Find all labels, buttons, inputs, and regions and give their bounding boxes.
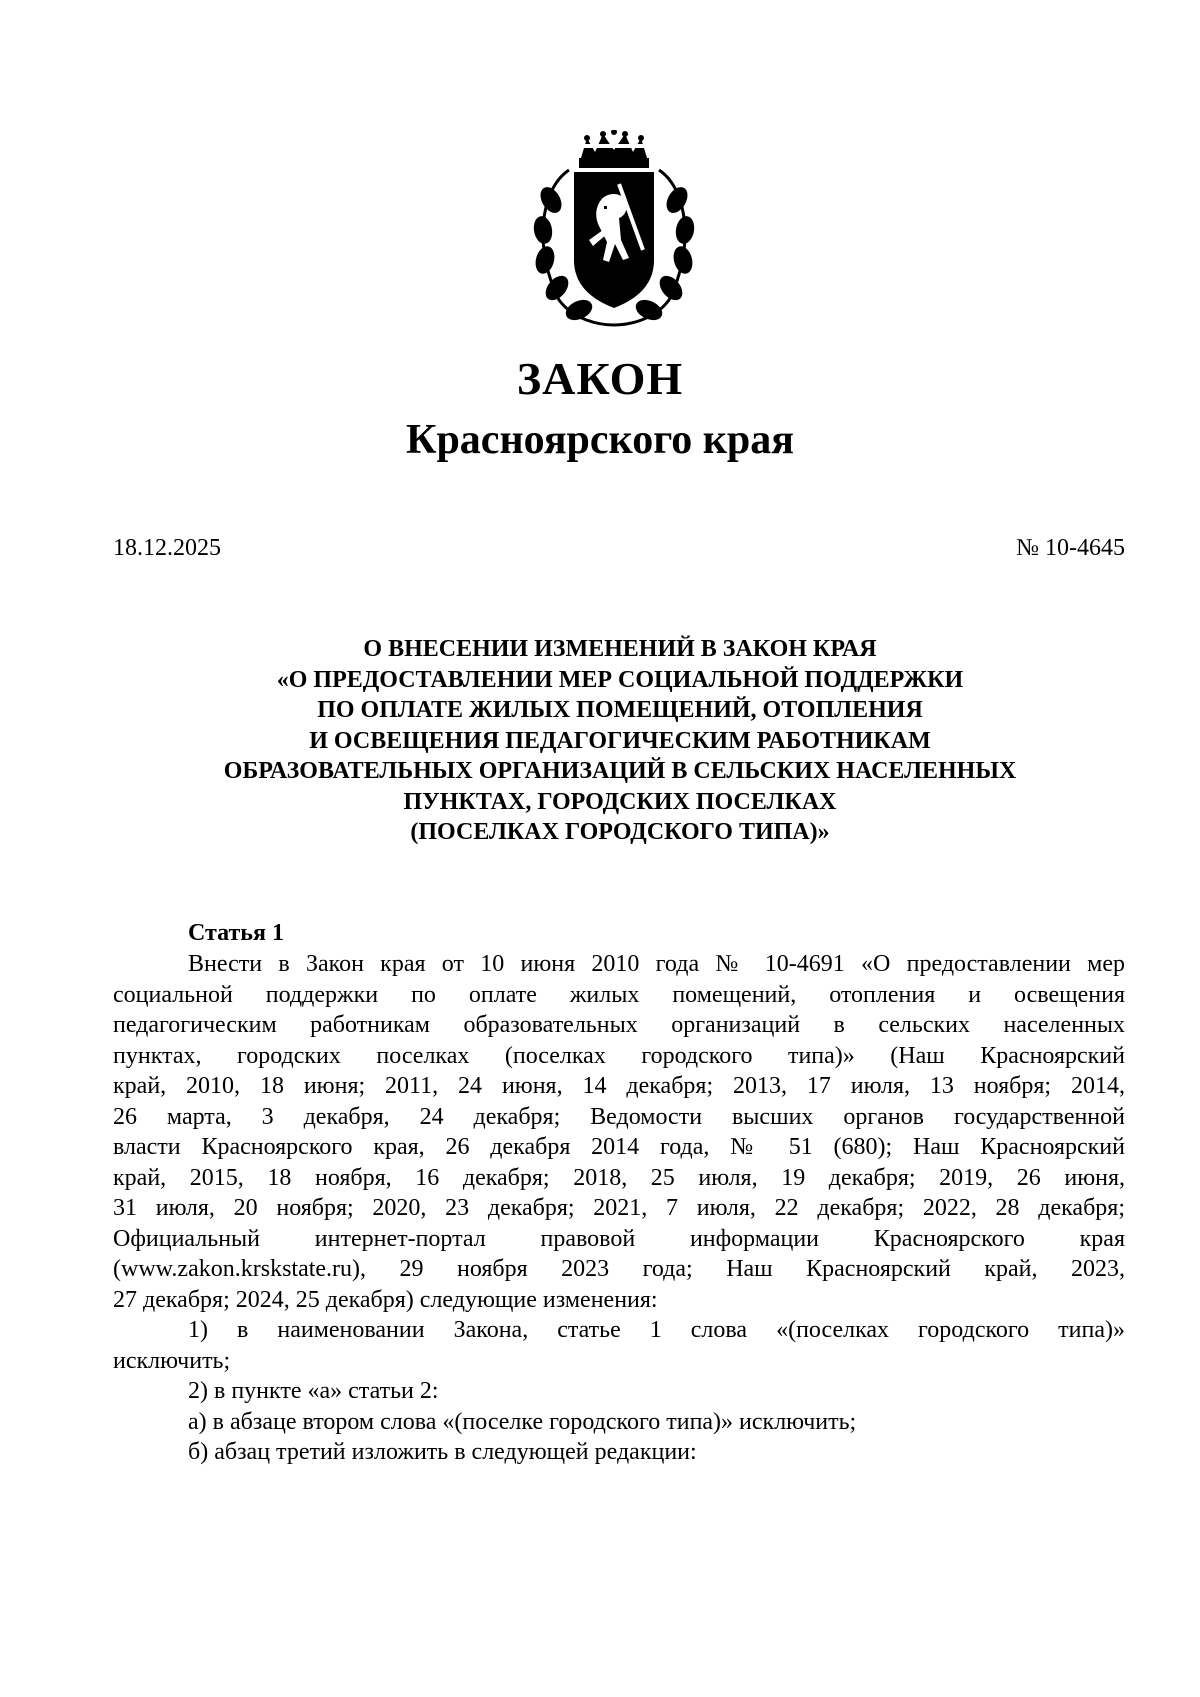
- law-date: 18.12.2025: [113, 535, 221, 561]
- body-line: пунктах, городских поселках (поселках городского типа)» (Наш Красноярский: [113, 1042, 1125, 1069]
- heading-line: (ПОСЕЛКАХ ГОРОДСКОГО ТИПА)»: [410, 819, 830, 845]
- body-line: а) в абзаце втором слова «(поселке городского типа)» исключить;: [188, 1408, 857, 1435]
- body-line: 1) в наименовании Закона, статье 1 слова «(поселках городского типа)»: [188, 1317, 1125, 1343]
- body-line: Внести в Закон края от 10 июня 2010 года № 10-4691 «О предоставлении мер: [188, 951, 1125, 977]
- law-number: № 10-4645: [1016, 535, 1125, 561]
- article-body: [113, 949, 1125, 1468]
- body-line: (www.zakon.krskstate.ru), 29 ноября 2023 года; Наш Красноярский край, 2023,: [113, 1256, 1125, 1282]
- heading-line: ОБРАЗОВАТЕЛЬНЫХ ОРГАНИЗАЦИЙ В СЕЛЬСКИХ НАСЕЛЕННЫХ: [223, 758, 1017, 784]
- heading-line: И ОСВЕЩЕНИЯ ПЕДАГОГИЧЕСКИМ РАБОТНИКАМ: [309, 727, 931, 754]
- body-line: власти Красноярского края, 26 декабря 2014 года, № 51 (680); Наш Красноярский: [113, 1134, 1125, 1160]
- body-line: 2) в пункте «а» статьи 2:: [188, 1378, 439, 1404]
- body-line: педагогическим работникам образовательных организаций в сельских населенных: [113, 1012, 1125, 1038]
- body-line: исключить;: [113, 1347, 231, 1374]
- heading-line: ПО ОПЛАТЕ ЖИЛЫХ ПОМЕЩЕНИЙ, ОТОПЛЕНИЯ: [317, 697, 923, 723]
- article-title: Статья 1: [188, 920, 284, 946]
- heading-line: «О ПРЕДОСТАВЛЕНИИ МЕР СОЦИАЛЬНОЙ ПОДДЕРЖКИ: [276, 666, 964, 693]
- heading-line: О ВНЕСЕНИИ ИЗМЕНЕНИЙ В ЗАКОН КРАЯ: [363, 636, 877, 662]
- law-title: ЗАКОН: [516, 353, 684, 404]
- law-subtitle: Красноярского края: [405, 417, 795, 463]
- document-heading: [100, 634, 1140, 848]
- body-line: 31 июля, 20 ноября; 2020, 23 декабря; 2021, 7 июля, 22 декабря; 2022, 28 декабря;: [113, 1195, 1125, 1221]
- heading-line: ПУНКТАХ, ГОРОДСКИХ ПОСЕЛКАХ: [403, 788, 837, 815]
- body-line: б) абзац третий изложить в следующей редакции:: [188, 1439, 697, 1465]
- body-line: Официальный интернет-портал правовой информации Красноярского края: [113, 1225, 1125, 1252]
- body-line: социальной поддержки по оплате жилых помещений, отопления и освещения: [113, 981, 1125, 1008]
- coat-of-arms-icon: [529, 130, 699, 330]
- body-line: край, 2015, 18 ноября, 16 декабря; 2018, 25 июля, 19 декабря; 2019, 26 июня,: [113, 1164, 1125, 1191]
- body-line: край, 2010, 18 июня; 2011, 24 июня, 14 декабря; 2013, 17 июля, 13 ноября; 2014,: [113, 1073, 1125, 1099]
- body-line: 26 марта, 3 декабря, 24 декабря; Ведомости высших органов государственной: [113, 1103, 1125, 1130]
- body-line: 27 декабря; 2024, 25 декабря) следующие изменения:: [113, 1286, 658, 1313]
